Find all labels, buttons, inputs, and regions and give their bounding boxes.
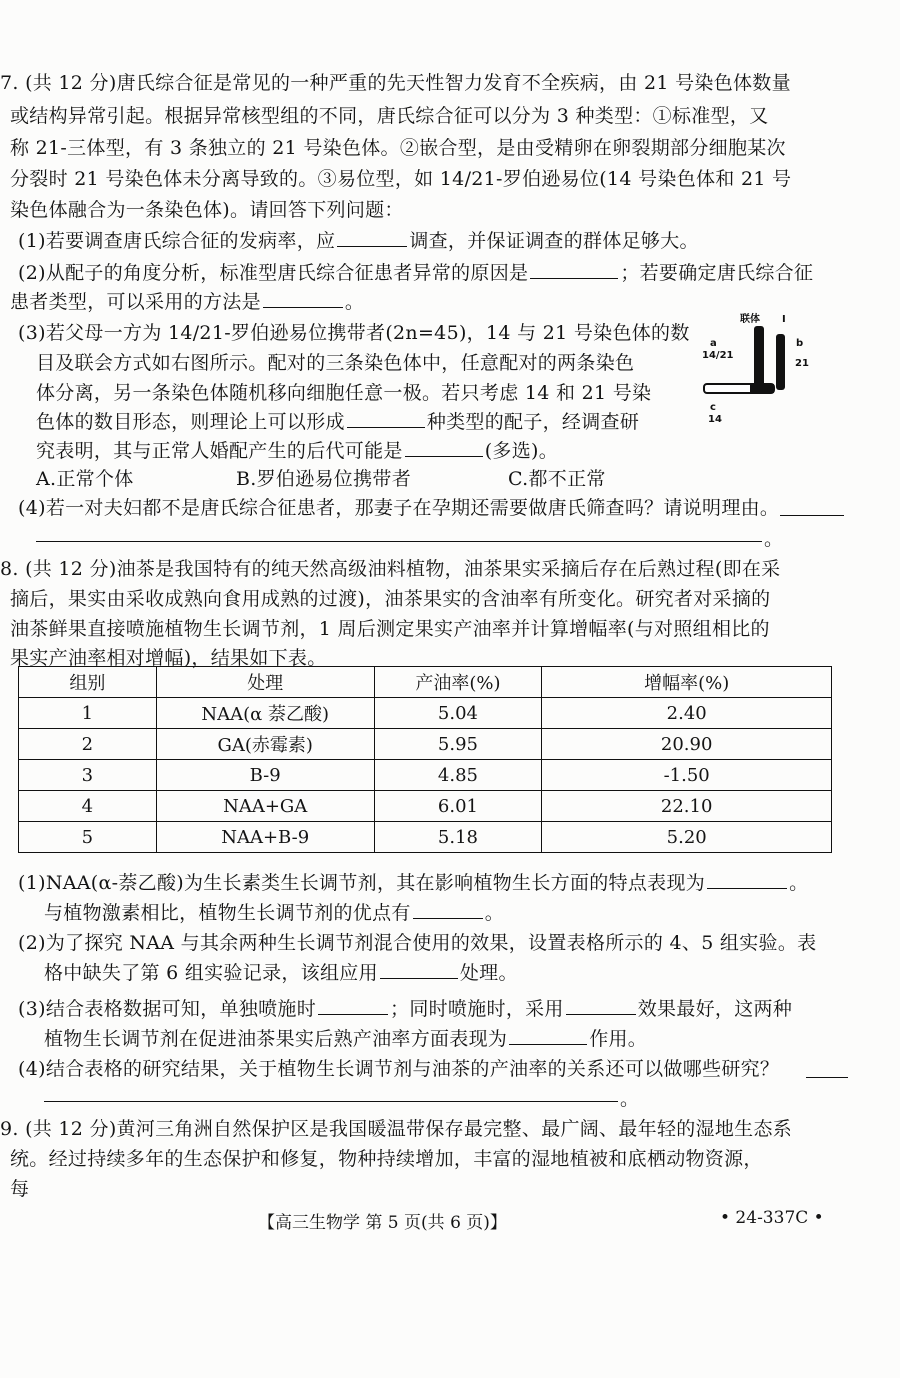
answer-line[interactable] [44,1101,618,1102]
q18-sub4-end: 。 [620,1088,640,1110]
q17-sub3-text-b: 种类型的配子，经调查研 [426,411,640,433]
option-b: B.罗伯逊易位携带者 [236,468,412,490]
q18-line-3: 油茶鲜果直接喷施植物生长调节剂，1 周后测定果实产油率并计算增幅率(与对照组相比的 [10,618,770,640]
q18-sub1-cont [44,898,504,928]
q17-sub3-line-1: (3)若父母一方为 14/21-罗伯逊易位携带者(2n=45)，14 与 21 号染色体的数 [18,322,690,344]
table-header: 增幅率(%) [542,667,832,698]
table-cell: 4 [19,791,157,822]
q17-line-3: 称 21-三体型，有 3 条独立的 21 号染色体。②嵌合型，是由受精卵在卵裂期部分细胞某次 [10,137,786,159]
q18-line-4: 果实产油率相对增幅)，结果如下表。 [10,647,327,669]
table-cell: 4.85 [374,760,542,791]
diagram-label-b: b [796,338,804,349]
q18-sub1-text-d: 。 [484,902,505,924]
q17-sub4-text: (4)若一对夫妇都不是唐氏综合征患者，那妻子在孕期还需要做唐氏筛查吗？请说明理由。 [18,497,780,519]
table-cell: NAA(α 萘乙酸) [156,698,374,729]
q18-sub3-text-d: 植物生长调节剂在促进油茶果实后熟产油率方面表现为 [44,1028,508,1050]
diagram-label-c: c [710,402,716,413]
table-cell: NAA+B-9 [156,822,374,853]
table-cell: -1.50 [542,760,832,791]
table-cell: NAA+GA [156,791,374,822]
q17-sub3-line-3: 体分离，另一条染色体随机移向细胞任意一极。若只考虑 14 和 21 号染 [36,382,652,404]
option-a: A.正常个体 [36,468,134,490]
q18-sub3 [18,994,792,1024]
table-row [19,729,832,760]
q17-sub1-text-b: 调查，并保证调查的群体足够大。 [409,230,699,252]
results-table [18,666,832,853]
answer-blank[interactable] [566,996,636,1015]
chromosome-21 [776,334,785,390]
diagram-label-c-val: 14 [708,414,722,425]
table-cell: 2 [19,729,157,760]
table-cell: B-9 [156,760,374,791]
q19-line-1: 9. (共 12 分)黄河三角洲自然保护区是我国暖温带保存最完整、最广阔、最年轻的湿地生态系 [0,1118,793,1140]
table-cell: 2.40 [542,698,832,729]
q18-sub1-text-c: 与植物激素相比，植物生长调节剂的优点有 [44,902,411,924]
q18-line-2: 摘后，果实由采收成熟向食用成熟的过渡)，油茶果实的含油率有所变化。研究者对采摘的 [10,588,771,610]
table-cell: 5 [19,822,157,853]
q17-sub1-text-a: (1)若要调查唐氏综合征的发病率，应 [18,230,336,252]
q17-sub3-line-2: 目及联会方式如右图所示。配对的三条染色体中，任意配对的两条染色 [36,352,635,374]
table-cell: 3 [19,760,157,791]
q17-line-5: 染色体融合为一条染色体)。请回答下列问题： [10,199,404,221]
table-cell: GA(赤霉素) [156,729,374,760]
answer-blank[interactable] [707,870,787,889]
table-cell: 20.90 [542,729,832,760]
table-row [19,791,832,822]
q19-line-2: 统。经过持续多年的生态保护和修复，物种持续增加，丰富的湿地植被和底栖动物资源， [10,1148,763,1170]
q18-sub1-text-b: 。 [789,872,809,894]
q18-sub2-text-b: 格中缺失了第 6 组实验记录，该组应用 [44,962,378,984]
q17-sub2-text-d: 。 [344,291,365,313]
diagram-label-i: I [782,314,786,325]
q18-line-1: 8. (共 12 分)油茶是我国特有的纯天然高级油料植物，油茶果实采摘后存在后熟过程(即在采 [0,558,781,580]
q18-sub3-text-b: ；同时喷施时，采用 [390,998,564,1020]
q18-sub1 [18,868,808,898]
diagram-label-top: 联体 [740,314,760,325]
q17-sub4 [18,493,779,523]
q19-line-3: 每 [10,1178,30,1200]
q18-sub3-text-c: 效果最好，这两种 [637,998,793,1020]
table-cell: 22.10 [542,791,832,822]
table-row [19,760,832,791]
table-row [19,822,832,853]
answer-line[interactable] [806,1077,848,1078]
q17-sub3-text-c: 究表明，其与正常人婚配产生的后代可能是 [36,440,403,462]
q17-sub2 [18,258,813,288]
page-footer-code: • 24-337C • [720,1208,824,1228]
q17-sub2-text-a: (2)从配子的角度分析，标准型唐氏综合征患者异常的原因是 [18,262,529,284]
answer-blank[interactable] [509,1026,587,1045]
answer-blank[interactable] [263,289,343,308]
table-header: 组别 [19,667,157,698]
table-cell: 5.95 [374,729,542,760]
table-cell: 5.20 [542,822,832,853]
table-header: 处理 [156,667,374,698]
q17-sub4-end: 。 [764,528,784,550]
table-header-row [19,667,832,698]
q17-line-1: 7. (共 12 分)唐氏综合征是常见的一种严重的先天性智力发育不全疾病，由 21 号染色体数量 [0,72,791,94]
chromosome-diagram [700,308,820,428]
table-cell: 6.01 [374,791,542,822]
q18-sub2: (2)为了探究 NAA 与其余两种生长调节剂混合使用的效果，设置表格所示的 4、5 组实验。表 [18,932,817,954]
answer-blank[interactable] [530,260,618,279]
table-cell: 5.18 [374,822,542,853]
diagram-label-b-val: 21 [795,358,809,369]
q17-line-4: 分裂时 21 号染色体未分离导致的。③易位型，如 14/21-罗伯逊易位(14 号染色体和 21 号 [10,168,792,190]
q18-sub2-cont [44,958,518,988]
option-c: C.都不正常 [508,468,606,490]
table-row [19,698,832,729]
q17-sub3-line-4 [36,407,639,437]
answer-line[interactable] [780,515,844,516]
answer-line[interactable] [36,541,762,542]
answer-blank[interactable] [318,996,388,1015]
q17-sub3-line-5 [36,436,558,466]
answer-blank[interactable] [337,228,407,247]
q18-sub3-cont [44,1024,647,1054]
page-footer-title: 【高三生物学 第 5 页(共 6 页)】 [258,1213,507,1233]
q17-sub2-text-b: ；若要确定唐氏综合征 [620,262,814,284]
q17-line-2: 或结构异常引起。根据异常核型组的不同，唐氏综合征可以分为 3 种类型：①标准型，又 [10,105,769,127]
q17-sub2-cont [10,287,364,317]
answer-blank[interactable] [413,900,483,919]
q18-sub3-text-e: 作用。 [589,1028,648,1050]
q17-sub3-text-a: 色体的数目形态，则理论上可以形成 [36,411,345,433]
q17-sub3-text-d: (多选)。 [484,440,559,462]
q17-sub1 [18,226,699,256]
q18-sub1-text-a: (1)NAA(α-萘乙酸)为生长素类生长调节剂，其在影响植物生长方面的特点表现为 [18,872,706,894]
q17-sub2-text-c: 患者类型，可以采用的方法是 [10,291,261,313]
answer-blank[interactable] [380,960,458,979]
table-cell: 1 [19,698,157,729]
diagram-label-a-val: 14/21 [702,350,734,361]
q18-sub4: (4)结合表格的研究结果，关于植物生长调节剂与油茶的产油率的关系还可以做哪些研究？ [18,1058,780,1080]
table-header: 产油率(%) [374,667,542,698]
answer-blank[interactable] [347,409,425,428]
diagram-label-a: a [710,338,717,349]
table-cell: 5.04 [374,698,542,729]
chromosome-14-21 [754,326,764,388]
q18-sub3-text-a: (3)结合表格数据可知，单独喷施时 [18,998,317,1020]
answer-blank[interactable] [405,438,483,457]
q18-sub2-text-c: 处理。 [459,962,518,984]
